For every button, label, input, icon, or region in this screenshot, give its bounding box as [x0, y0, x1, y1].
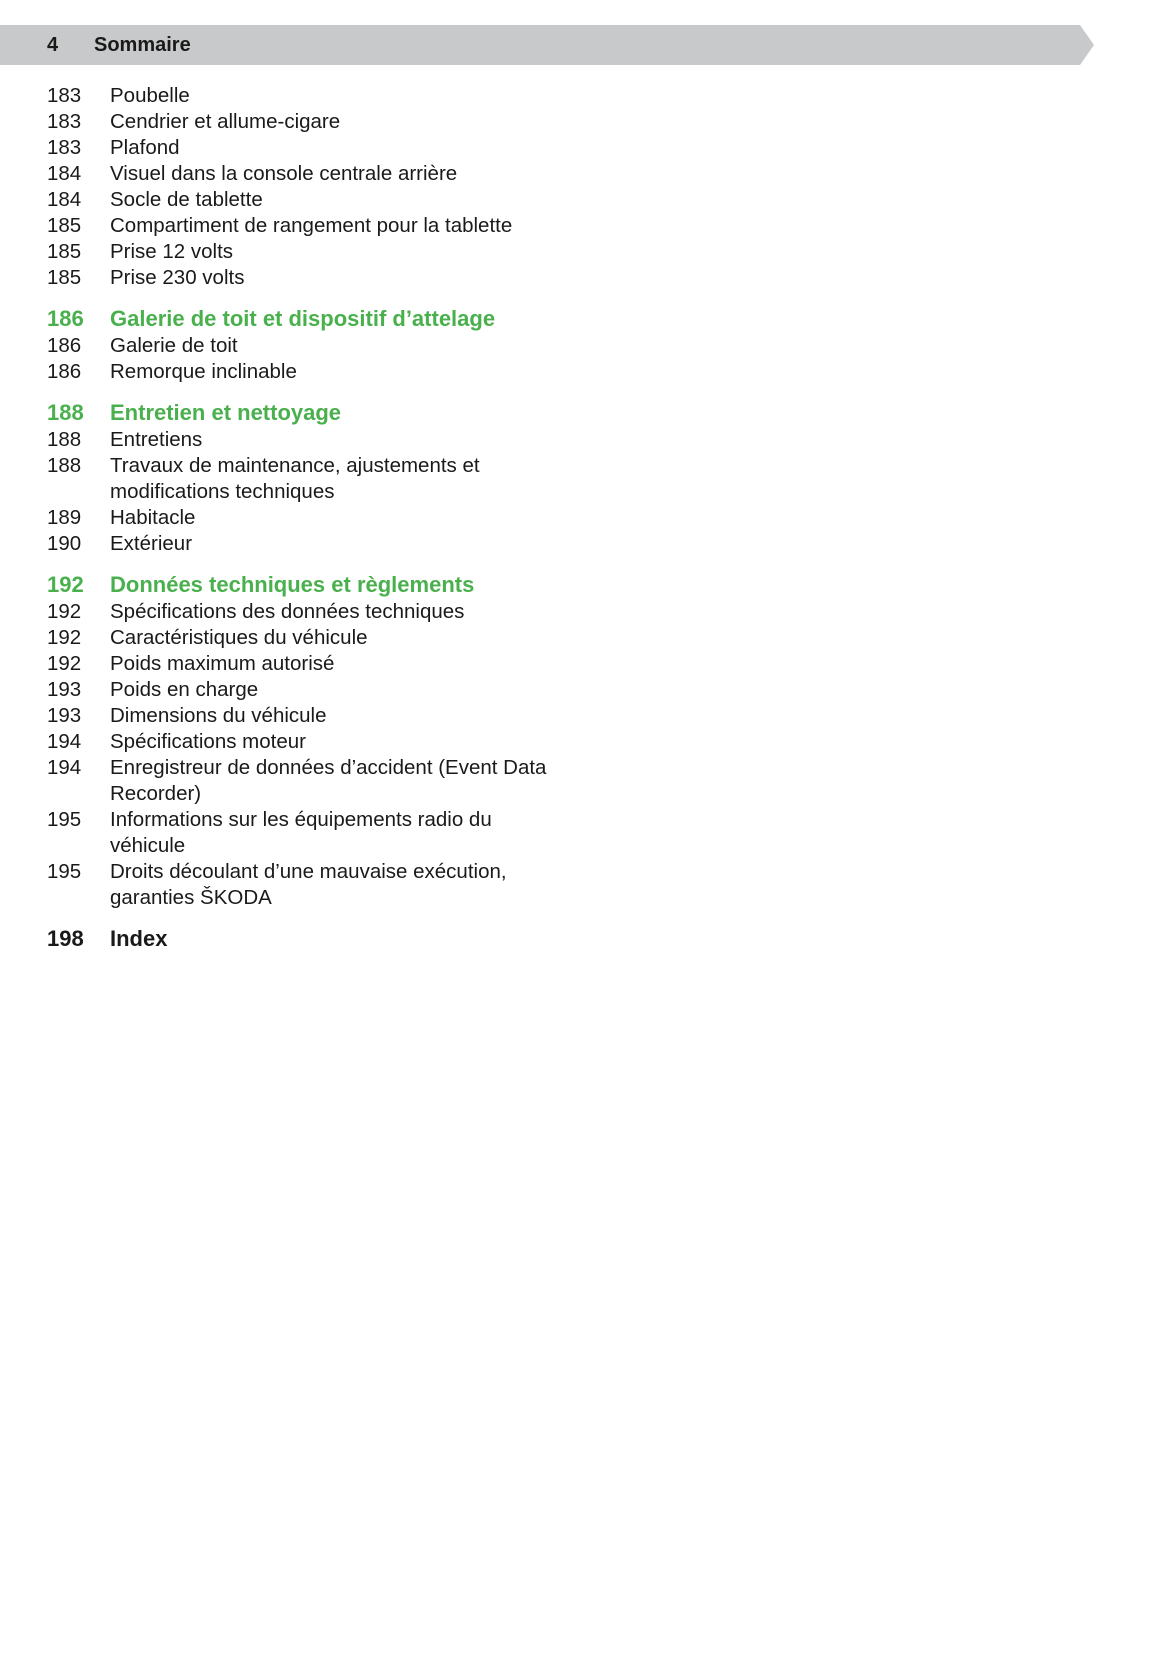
toc-entry[interactable] — [47, 703, 567, 729]
toc-entry-label: Droits découlant d’une mauvaise exécution, garanties ŠKODA — [110, 860, 507, 909]
header-page-number: 4 — [47, 34, 59, 56]
toc-entry-label: Habitacle — [110, 506, 196, 529]
toc-entry-label: Dimensions du véhicule — [110, 704, 327, 727]
toc-page-number: 183 — [47, 84, 82, 107]
toc-page-number: 194 — [47, 730, 82, 753]
toc-entry[interactable] — [47, 729, 567, 755]
toc-entry-label: Caractéristiques du véhicule — [110, 626, 368, 649]
toc-entry-label: Visuel dans la console centrale arrière — [110, 162, 458, 185]
toc-entry[interactable] — [47, 677, 567, 703]
toc-entry-label: Extérieur — [110, 532, 193, 555]
toc-entry[interactable] — [47, 859, 567, 911]
toc-entry-label: Remorque inclinable — [110, 360, 297, 383]
toc-entry[interactable] — [47, 83, 567, 109]
toc-entry[interactable] — [47, 333, 567, 359]
toc-entry-label: Spécifications des données techniques — [110, 600, 465, 623]
toc-page-number: 185 — [47, 240, 82, 263]
toc-section-page-number: 188 — [47, 400, 84, 425]
toc-entry-label: Poids maximum autorisé — [110, 652, 335, 675]
toc-page-number: 188 — [47, 454, 82, 477]
toc-entry[interactable] — [47, 755, 567, 807]
toc-entry[interactable] — [47, 135, 567, 161]
toc-page-number: 192 — [47, 600, 82, 623]
toc-page-number: 195 — [47, 808, 82, 831]
toc-page-number: 184 — [47, 188, 82, 211]
toc-entry-label: Travaux de maintenance, ajustements et modifications techniques — [110, 454, 480, 503]
toc-entry[interactable] — [47, 161, 567, 187]
toc-entry-label: Entretiens — [110, 428, 203, 451]
toc-entry-label: Socle de tablette — [110, 188, 263, 211]
toc-section-heading[interactable] — [47, 571, 567, 599]
toc-entry-label: Spécifications moteur — [110, 730, 306, 753]
toc-entry[interactable] — [47, 427, 567, 453]
toc-entry[interactable] — [47, 359, 567, 385]
toc-page-number: 183 — [47, 110, 82, 133]
toc-page-number: 185 — [47, 266, 82, 289]
toc-section-page-number: 192 — [47, 572, 84, 597]
toc-entry-label: Galerie de toit — [110, 334, 238, 357]
toc-page-number: 192 — [47, 626, 82, 649]
page-header — [0, 25, 1100, 65]
toc-section-heading[interactable] — [47, 399, 567, 427]
toc-entry-label: Prise 12 volts — [110, 240, 234, 263]
toc-page-number: 184 — [47, 162, 82, 185]
toc-page-number: 188 — [47, 428, 82, 451]
toc-entry[interactable] — [47, 453, 567, 505]
toc-section-title: Entretien et nettoyage — [110, 400, 342, 425]
toc-entry-label: Plafond — [110, 136, 180, 159]
toc-entry[interactable] — [47, 213, 567, 239]
toc-section-title: Galerie de toit et dispositif d’attelage — [110, 306, 496, 331]
header-title: Sommaire — [94, 34, 191, 56]
toc-entry[interactable] — [47, 187, 567, 213]
toc-entry[interactable] — [47, 651, 567, 677]
toc-entry[interactable] — [47, 505, 567, 531]
toc-entry-label: Enregistreur de données d’accident (Event Data Recorder) — [110, 756, 547, 805]
toc-entry[interactable] — [47, 109, 567, 135]
toc-section-heading[interactable] — [47, 305, 567, 333]
toc-entry-label: Compartiment de rangement pour la tablette — [110, 214, 513, 237]
toc-entry[interactable] — [47, 531, 567, 557]
toc-page-number: 186 — [47, 360, 82, 383]
toc-index-entry[interactable] — [47, 925, 567, 953]
toc-index-page-number: 198 — [47, 926, 84, 951]
toc-entry[interactable] — [47, 599, 567, 625]
toc-page-number: 192 — [47, 652, 82, 675]
toc-section-title: Données techniques et règlements — [110, 572, 475, 597]
toc-page-number: 193 — [47, 678, 82, 701]
toc-entry[interactable] — [47, 265, 567, 291]
toc-entry-label: Poids en charge — [110, 678, 259, 701]
toc-entry[interactable] — [47, 807, 567, 859]
toc-page-number: 194 — [47, 756, 82, 779]
toc-entry-label: Poubelle — [110, 84, 190, 107]
toc-entry-label: Prise 230 volts — [110, 266, 245, 289]
toc-entry-label: Informations sur les équipements radio du véhicule — [110, 808, 492, 857]
toc-entry[interactable] — [47, 625, 567, 651]
toc-page-number: 193 — [47, 704, 82, 727]
toc-page-number: 195 — [47, 860, 82, 883]
toc-entry[interactable] — [47, 239, 567, 265]
toc-page-number: 185 — [47, 214, 82, 237]
table-of-contents — [47, 83, 567, 953]
toc-page-number: 190 — [47, 532, 82, 555]
toc-section-page-number: 186 — [47, 306, 84, 331]
toc-entry-label: Cendrier et allume-cigare — [110, 110, 341, 133]
toc-page-number: 186 — [47, 334, 82, 357]
toc-page-number: 183 — [47, 136, 82, 159]
toc-page-number: 189 — [47, 506, 82, 529]
toc-index-label: Index — [110, 926, 168, 951]
